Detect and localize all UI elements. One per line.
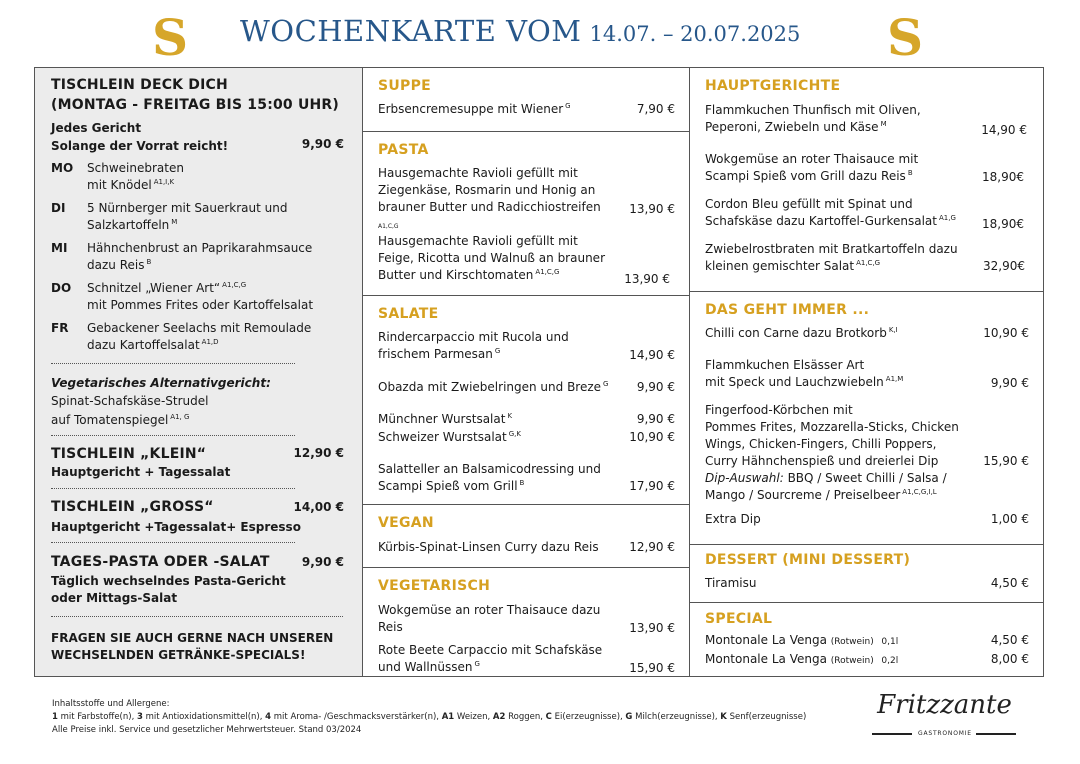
item-name: Erbsencremesuppe mit Wiener — [378, 102, 564, 116]
item-note: (Rotwein) — [830, 637, 874, 647]
item-allergens: A1,G — [938, 214, 956, 222]
item-line: Wings, Chicken-Fingers, Chilli Poppers, — [705, 437, 937, 451]
item-line: mit Speck und Lauchzwiebeln — [705, 375, 884, 389]
menu-item — [378, 329, 569, 363]
item-line: Rote Beete Carpaccio mit Schafskäse — [378, 643, 603, 657]
item-line: Ziegenkäse, Rosmarin und Honig an — [378, 183, 596, 197]
restaurant-logo — [872, 690, 1017, 745]
item-line: Fingerfood-Körbchen mit — [705, 403, 853, 417]
veg-alt-line2 — [51, 412, 189, 429]
menu-item — [378, 379, 608, 396]
item-line: Zwiebelrostbraten mit Bratkartoffeln dazu — [705, 242, 958, 256]
section-special — [690, 603, 1043, 678]
menu-item: Tiramisu — [705, 576, 757, 590]
title-main: WOCHENKARTE VOM — [240, 14, 582, 48]
item-name: Chilli con Carne dazu Brotkorb — [705, 326, 887, 340]
lunch-column — [34, 67, 363, 677]
dish-di-line1: 5 Nürnberger mit Sauerkraut und — [87, 201, 288, 215]
dish-do-line2: mit Pommes Frites oder Kartoffelsalat — [87, 298, 314, 312]
section-title: VEGETARISCH — [378, 578, 491, 594]
item-price: 9,90 € — [990, 376, 1029, 390]
section-title: DAS GEHT IMMER ... — [705, 302, 870, 318]
item-line: Cordon Bleu gefüllt mit Spinat und — [705, 197, 913, 211]
item-line: Flammkuchen Thunfisch mit Oliven, — [705, 103, 921, 117]
item-name: Obazda mit Zwiebelringen und Breze — [378, 380, 602, 394]
dish-fr-line1: Gebackener Seelachs mit Remoulade — [87, 321, 312, 335]
item-line: Salatteller an Balsamicodressing und — [378, 462, 601, 476]
footer-text: mit Farbstoffe(n), — [57, 712, 137, 722]
menu-item — [705, 151, 918, 185]
section-title: DESSERT (MINI DESSERT) — [705, 552, 911, 568]
footer-code: A1 — [441, 712, 455, 722]
menu-item — [378, 411, 512, 428]
item-line: Wokgemüse an roter Thaisauce mit — [705, 152, 919, 166]
item-price: 14,90 € — [981, 123, 1027, 137]
dish-fr — [87, 320, 311, 354]
item-allergens: G — [565, 102, 571, 110]
item-price: 9,90 € — [636, 412, 675, 426]
item-allergens: A1,C,G,I,L — [902, 488, 937, 496]
gross-price: 14,00 € — [293, 500, 344, 514]
item-allergens: K — [507, 412, 513, 420]
footer-code: A2 — [492, 712, 506, 722]
divider — [51, 616, 343, 617]
klein-desc: Hauptgericht + Tagessalat — [51, 465, 231, 479]
section-hauptgerichte — [690, 68, 1043, 292]
section-title: VEGAN — [378, 515, 434, 531]
item-name: Montonale La Venga — [705, 652, 827, 666]
logo-sub: GASTRONOMIE — [918, 730, 972, 737]
item-line: Rindercarpaccio mit Rucola und — [378, 330, 569, 344]
item-line: Pommes Frites, Mozzarella-Sticks, Chicken — [705, 420, 959, 434]
footer-text: Weizen, — [454, 712, 493, 722]
footer-code: 3 — [136, 712, 143, 722]
item-price: 17,90 € — [629, 479, 675, 493]
ornament-left: S — [151, 8, 189, 67]
divider — [51, 488, 295, 489]
item-line: Curry Hähnchenspieß und dreierlei Dip — [705, 454, 939, 468]
title-date: 14.07. – 20.07.2025 — [589, 22, 801, 46]
item-line: Flammkuchen Elsässer Art — [705, 358, 865, 372]
divider — [51, 435, 295, 436]
item-allergens: G — [603, 380, 609, 388]
page-title — [240, 14, 860, 58]
item-line: Schafskäse dazu Kartoffel-Gurkensalat — [705, 214, 937, 228]
item-allergens: B — [907, 169, 913, 177]
footer-line2 — [52, 711, 806, 724]
footer-text: Ei(erzeugnisse), — [551, 712, 626, 722]
footer-code: 1 — [52, 712, 58, 722]
footer-text: Roggen, — [505, 712, 546, 722]
item-line: Butter und Kirschtomaten — [378, 268, 534, 282]
klein-price: 12,90 € — [293, 446, 344, 460]
menu-column-right — [690, 67, 1044, 677]
ornament-right: S — [886, 8, 924, 67]
item-name: Schweizer Wurstsalat — [378, 430, 507, 444]
knife-icon — [976, 733, 1016, 735]
item-allergens: A1,C,G — [535, 268, 560, 276]
dish-mo-line2: mit Knödel — [87, 178, 152, 192]
footer-text: mit Antioxidationsmittel(n), — [142, 712, 266, 722]
item-allergens: A1,C,G — [856, 259, 881, 267]
item-price: 13,90 € — [629, 202, 675, 216]
item-allergens: A1,M — [885, 375, 904, 383]
section-pasta — [363, 132, 689, 296]
item-price: 13,90 € — [629, 621, 675, 635]
specials-line2: WECHSELNDEN GETRÄNKE-SPECIALS! — [51, 648, 306, 662]
item-name: Montonale La Venga — [705, 633, 827, 647]
pasta-salat-line1: Täglich wechselndes Pasta-Gericht — [51, 574, 286, 588]
divider — [51, 363, 295, 364]
dish-di-allergens: M — [171, 218, 178, 226]
item-size: 0,1l — [881, 637, 899, 647]
item-line: brauner Butter und Radicchiostreifen — [378, 200, 601, 214]
menu-item — [378, 461, 601, 495]
footer-line3: Alle Preise inkl. Service und gesetzlicher Mehrwertsteuer. Stand 03/2024 — [52, 725, 362, 735]
dish-mi — [87, 240, 312, 274]
menu-item — [378, 602, 600, 636]
day-mo: MO — [51, 161, 74, 175]
lunch-title: TISCHLEIN DECK DICH — [51, 77, 228, 93]
item-price: 9,90 € — [636, 380, 675, 394]
day-di: DI — [51, 201, 66, 215]
footer-text: Senf(erzeugnisse) — [726, 712, 807, 722]
dish-mo-allergens: A1,I,K — [153, 178, 175, 186]
item-line: Hausgemachte Ravioli gefüllt mit — [378, 234, 578, 248]
veg-alt-line1: Spinat-Schafskäse-Strudel — [51, 394, 209, 408]
dish-do-line1: Schnitzel „Wiener Art“ — [87, 281, 221, 295]
menu-item: Kürbis-Spinat-Linsen Curry dazu Reis — [378, 540, 599, 554]
menu-item — [378, 165, 601, 235]
day-do: DO — [51, 281, 72, 295]
item-note: (Rotwein) — [830, 656, 874, 666]
item-line: Wokgemüse an roter Thaisauce dazu — [378, 603, 601, 617]
item-price: 1,00 € — [990, 512, 1029, 526]
item-price: 12,90 € — [629, 540, 675, 554]
klein-title: TISCHLEIN „KLEIN“ — [51, 446, 207, 462]
item-allergens: G,K — [508, 430, 521, 438]
item-line: kleinen gemischter Salat — [705, 259, 855, 273]
item-line: Peperoni, Zwiebeln und Käse — [705, 120, 879, 134]
item-name: Münchner Wurstsalat — [378, 412, 506, 426]
item-line: Scampi Spieß vom Grill dazu Reis — [705, 169, 906, 183]
gross-title: TISCHLEIN „GROSS“ — [51, 499, 214, 515]
item-line: Mango / Sourcreme / Preiselbeer — [705, 488, 901, 502]
dish-mi-line1: Hähnchenbrust an Paprikarahmsauce — [87, 241, 313, 255]
veg-alt-line2-text: auf Tomatenspiegel — [51, 413, 169, 427]
section-salate — [363, 296, 689, 505]
menu-item — [705, 632, 898, 651]
item-price: 10,90 € — [983, 326, 1029, 340]
footer-code: G — [625, 712, 633, 722]
item-line: Scampi Spieß vom Grill — [378, 479, 518, 493]
item-allergens: A1,C,G — [378, 223, 399, 230]
item-allergens: B — [519, 479, 525, 487]
section-title: SUPPE — [378, 78, 432, 94]
dish-do — [87, 280, 313, 314]
section-title: SPECIAL — [705, 611, 773, 627]
lunch-price: 9,90 € — [301, 137, 344, 151]
footer-code: K — [720, 712, 727, 722]
dish-fr-line2: dazu Kartoffelsalat — [87, 338, 200, 352]
section-vegan — [363, 505, 689, 568]
day-fr: FR — [51, 321, 69, 335]
dish-mo-line1: Schweinebraten — [87, 161, 184, 175]
item-allergens: K,I — [888, 326, 898, 334]
menu-item — [705, 651, 898, 670]
dish-mi-line2: dazu Reis — [87, 258, 145, 272]
item-price: 13,90 € — [624, 272, 670, 286]
gross-desc: Hauptgericht +Tagessalat+ Espresso — [51, 520, 301, 534]
item-price: 4,50 € — [990, 633, 1029, 647]
section-title: PASTA — [378, 142, 429, 158]
fork-icon — [872, 733, 912, 735]
item-line: und Wallnüssen — [378, 660, 473, 674]
dish-mi-allergens: B — [146, 258, 152, 266]
footer-code: 4 — [265, 712, 272, 722]
veg-alt-title: Vegetarisches Alternativgericht: — [51, 376, 271, 390]
menu-item — [378, 233, 605, 284]
lunch-hours: (MONTAG - FREITAG BIS 15:00 UHR) — [51, 97, 340, 113]
menu-item — [378, 642, 602, 676]
menu-item — [705, 325, 898, 342]
item-allergens: M — [880, 120, 887, 128]
while-stocks-label: Solange der Vorrat reicht! — [51, 139, 229, 153]
dip-label: Dip-Auswahl: — [705, 471, 784, 485]
item-line: BBQ / Sweet Chilli / Salsa / — [783, 471, 947, 485]
section-title: SALATE — [378, 306, 439, 322]
pasta-salat-price: 9,90 € — [301, 555, 344, 569]
item-price: 8,00 € — [990, 652, 1029, 666]
item-price: 18,90€ — [982, 170, 1024, 184]
section-vegetarisch — [363, 568, 689, 678]
menu-column-middle — [363, 67, 690, 677]
logo-name: Fritzzante — [877, 690, 1012, 720]
section-dessert — [690, 545, 1043, 603]
item-price: 15,90 € — [629, 661, 675, 675]
menu-item — [705, 357, 903, 391]
item-price: 14,90 € — [629, 348, 675, 362]
item-allergens: G — [474, 660, 480, 668]
item-size: 0,2l — [881, 656, 899, 666]
menu-item — [705, 196, 956, 230]
menu-item — [378, 101, 571, 118]
footer-code: C — [545, 712, 552, 722]
item-line: Feige, Ricotta und Walnuß an brauner — [378, 251, 605, 265]
menu-item — [705, 402, 959, 504]
section-title: HAUPTGERICHTE — [705, 78, 841, 94]
allergen-footer — [52, 698, 806, 737]
divider — [51, 542, 295, 543]
footer-text: Milch(erzeugnisse), — [632, 712, 721, 722]
item-allergens: G — [494, 347, 501, 355]
item-price: 18,90€ — [982, 217, 1024, 231]
dish-do-allergens: A1,C,G — [222, 281, 247, 289]
item-price: 10,90 € — [629, 430, 675, 444]
item-price: 32,90€ — [983, 259, 1025, 273]
footer-line1: Inhaltsstoffe und Allergene: — [52, 699, 170, 709]
every-dish-label: Jedes Gericht — [51, 121, 142, 135]
section-immer — [690, 292, 1043, 545]
item-line: frischem Parmesan — [378, 347, 493, 361]
item-line: Hausgemachte Ravioli gefüllt mit — [378, 166, 578, 180]
menu-item — [705, 241, 958, 275]
menu-item — [378, 429, 521, 446]
dish-mo — [87, 160, 184, 194]
dish-fr-allergens: A1,D — [201, 338, 219, 346]
menu-item — [705, 102, 921, 136]
section-suppe — [363, 68, 689, 132]
menu-item: Extra Dip — [705, 512, 761, 526]
dish-di — [87, 200, 287, 234]
day-mi: MI — [51, 241, 68, 255]
pasta-salat-line2: oder Mittags-Salat — [51, 591, 178, 605]
dish-di-line2: Salzkartoffeln — [87, 218, 170, 232]
item-price: 15,90 € — [983, 454, 1029, 468]
specials-line1: FRAGEN SIE AUCH GERNE NACH UNSEREN — [51, 631, 334, 645]
item-price: 7,90 € — [636, 102, 675, 116]
item-line: Reis — [378, 620, 403, 634]
item-price: 4,50 € — [990, 576, 1029, 590]
pasta-salat-title: TAGES-PASTA ODER -SALAT — [51, 554, 270, 570]
footer-text: mit Aroma- /Geschmacksverstärker(n), — [271, 712, 442, 722]
veg-alt-allergens: A1, G — [170, 413, 190, 421]
